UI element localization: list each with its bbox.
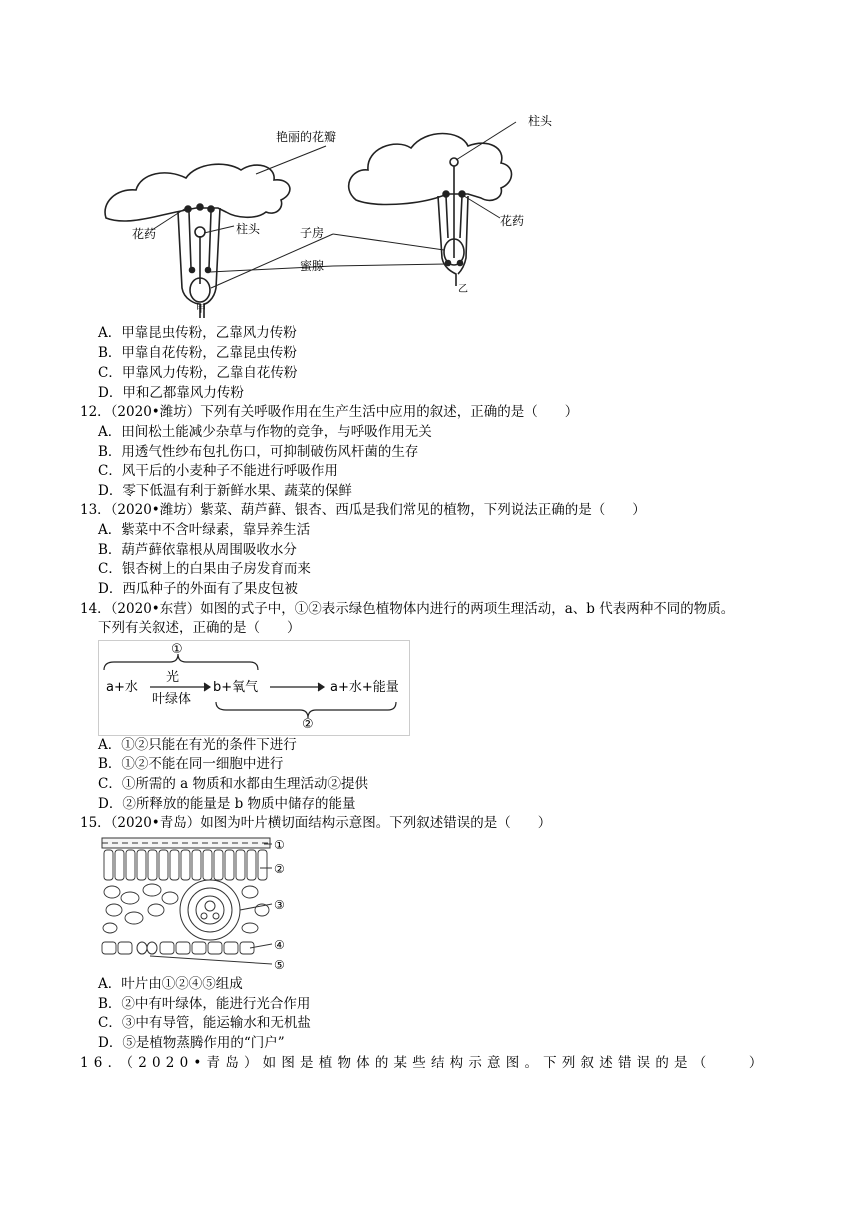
leaf-label-5: ⑤ [274,958,285,972]
q12-option-c: C．风干后的小麦种子不能进行呼吸作用 [98,463,338,479]
q13-option-c: C．银杏树上的白果由子房发育而来 [98,561,311,577]
anther-label-jia: 花药 [132,227,157,241]
flower-yi-label: 乙 [458,284,468,295]
q13-option-d: D．西瓜种子的外面有了果皮包被 [98,581,298,597]
equation-label-2: ② [302,717,314,732]
equation-label-1: ① [171,642,183,657]
nectary-label: 蜜腺 [300,259,325,273]
anther-label-yi: 花药 [500,214,525,228]
petal-label: 艳丽的花瓣 [276,130,337,144]
q14-option-a: A．①②只能在有光的条件下进行 [98,737,297,753]
q14-option-b: B．①②不能在同一细胞中进行 [98,756,284,772]
q11-option-a: A．甲靠昆虫传粉，乙靠风力传粉 [98,325,297,341]
equation-right: a+水+能量 [330,680,399,695]
equation-light: 光 [166,670,180,685]
q15-option-d: D．⑤是植物蒸腾作用的“门户” [98,1035,285,1051]
q13-stem: 13．（2020•潍坊）紫菜、葫芦藓、银杏、西瓜是我们常见的植物，下列说法正确的是（ ） [80,502,646,518]
q12-option-b: B．用透气性纱布包扎伤口，可抑制破伤风杆菌的生存 [98,444,419,460]
q14-stem: 14．（2020•东营）如图的式子中，①②表示绿色植物体内进行的两项生理活动，a、b 代表两种不同的物质。 [80,601,735,617]
leaf-label-4: ④ [274,938,285,952]
leaf-label-2: ② [274,862,285,876]
q12-option-a: A．田间松土能减少杂草与作物的竞争，与呼吸作用无关 [98,424,432,440]
q13-option-a: A．紫菜中不含叶绿素，靠异养生活 [98,522,311,538]
q16-stem: 16．（2020•青岛）如图是植物体的某些结构示意图。下列叙述错误的是（ ） [80,1055,768,1071]
q12-option-d: D．零下低温有利于新鲜水果、蔬菜的保鲜 [98,483,352,499]
equation-left: a+水 [106,680,138,695]
q14-option-d: D．②所释放的能量是 b 物质中储存的能量 [98,796,356,812]
flower-jia-label: 甲 [196,304,206,315]
stigma-label-jia: 柱头 [236,222,261,236]
ovary-label: 子房 [300,226,325,240]
q12-stem: 12．（2020•潍坊）下列有关呼吸作用在生产生活中应用的叙述，正确的是（ ） [80,404,579,420]
q11-option-b: B．甲靠自花传粉，乙靠昆虫传粉 [98,345,297,361]
q11-option-c: C．甲靠风力传粉，乙靠自花传粉 [98,365,298,381]
q14-stem-cont: 下列有关叙述，正确的是（ ） [98,620,301,636]
q15-option-b: B．②中有叶绿体，能进行光合作用 [98,996,311,1012]
q13-option-b: B．葫芦藓依靠根从周围吸收水分 [98,542,297,558]
leaf-label-1: ① [274,838,285,852]
equation-chloroplast: 叶绿体 [152,692,192,707]
stigma-label-yi: 柱头 [528,114,553,128]
q11-option-d: D．甲和乙都靠风力传粉 [98,385,244,401]
q15-stem: 15．（2020•青岛）如图为叶片横切面结构示意图。下列叙述错误的是（ ） [80,815,552,831]
equation-middle: b+氧气 [213,680,259,695]
q14-option-c: C．①所需的 a 物质和水都由生理活动②提供 [98,776,368,792]
q15-option-c: C．③中有导管，能运输水和无机盐 [98,1015,311,1031]
q15-option-a: A．叶片由①②④⑤组成 [98,976,243,992]
leaf-cross-section-diagram [100,834,300,972]
leaf-label-3: ③ [274,898,285,912]
